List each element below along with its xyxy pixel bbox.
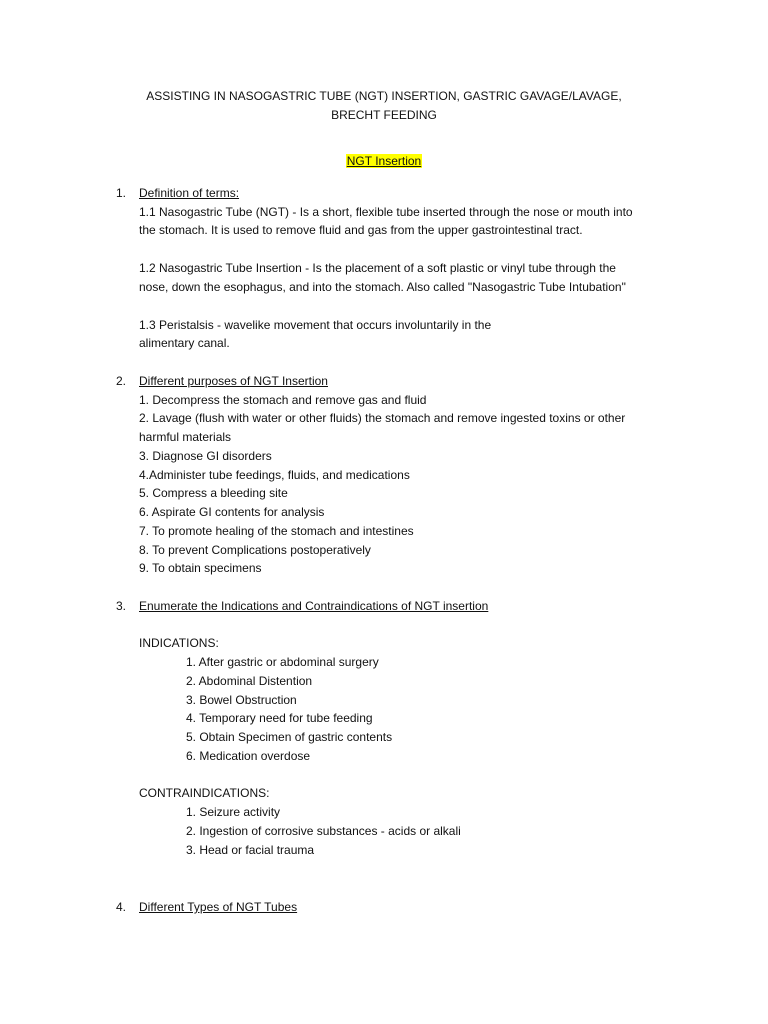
indication-item: 4. Temporary need for tube feeding xyxy=(186,711,373,725)
title-line-1: ASSISTING IN NASOGASTRIC TUBE (NGT) INSERTION, GASTRIC GAVAGE/LAVAGE, xyxy=(146,89,622,103)
section-1-heading: Definition of terms: xyxy=(139,186,240,200)
list-item: 2. Lavage (flush with water or other fluids) the stomach and remove ingested toxins or other xyxy=(139,411,626,425)
section-2-heading: Different purposes of NGT Insertion xyxy=(139,374,328,388)
contraindications-label: CONTRAINDICATIONS: xyxy=(139,786,270,800)
section-3-number: 3. xyxy=(116,599,127,613)
definition-2-line-2: nose, down the esophagus, and into the stomach. Also called "Nasogastric Tube Intubation" xyxy=(139,280,626,294)
indication-item: 2. Abdominal Distention xyxy=(186,674,313,688)
section-4-number: 4. xyxy=(116,900,127,914)
list-item: 7. To promote healing of the stomach and intestines xyxy=(139,524,414,538)
list-item: 1. Decompress the stomach and remove gas and fluid xyxy=(139,393,427,407)
definition-1-line-2: the stomach. It is used to remove fluid and gas from the upper gastrointestinal tract. xyxy=(139,223,583,237)
list-item: 9. To obtain specimens xyxy=(139,561,262,575)
indication-item: 1. After gastric or abdominal surgery xyxy=(186,655,379,669)
list-item: harmful materials xyxy=(139,430,232,444)
title-line-2: BRECHT FEEDING xyxy=(331,107,437,122)
section-subtitle xyxy=(0,152,768,171)
contraindication-item: 3. Head or facial trauma xyxy=(186,843,315,857)
highlighted-subtitle: NGT Insertion xyxy=(346,154,422,168)
definition-3-line-1: 1.3 Peristalsis - wavelike movement that occurs involuntarily in the xyxy=(139,318,492,332)
list-item: 6. Aspirate GI contents for analysis xyxy=(139,505,325,519)
indications-label: INDICATIONS: xyxy=(139,636,219,650)
list-item: 3. Diagnose GI disorders xyxy=(139,449,272,463)
indication-item: 3. Bowel Obstruction xyxy=(186,693,297,707)
indication-item: 6. Medication overdose xyxy=(186,749,311,763)
contraindication-item: 2. Ingestion of corrosive substances - acids or alkali xyxy=(186,824,461,838)
list-item: 5. Compress a bleeding site xyxy=(139,486,288,500)
definition-3-line-2: alimentary canal. xyxy=(139,336,230,350)
section-4-heading: Different Types of NGT Tubes xyxy=(139,900,298,914)
definition-1-line-1: 1.1 Nasogastric Tube (NGT) - Is a short, flexible tube inserted through the nose or mouth into xyxy=(139,205,633,219)
document-title xyxy=(0,87,768,124)
section-3-heading: Enumerate the Indications and Contraindications of NGT insertion xyxy=(139,599,489,613)
definition-2-line-1: 1.2 Nasogastric Tube Insertion - Is the placement of a soft plastic or vinyl tube through the xyxy=(139,261,616,275)
list-item: 4.Administer tube feedings, fluids, and medications xyxy=(139,468,410,482)
indication-item: 5. Obtain Specimen of gastric contents xyxy=(186,730,393,744)
list-item: 8. To prevent Complications postoperatively xyxy=(139,543,371,557)
section-1-number: 1. xyxy=(116,186,127,200)
section-2-number: 2. xyxy=(116,374,127,388)
contraindication-item: 1. Seizure activity xyxy=(186,805,281,819)
